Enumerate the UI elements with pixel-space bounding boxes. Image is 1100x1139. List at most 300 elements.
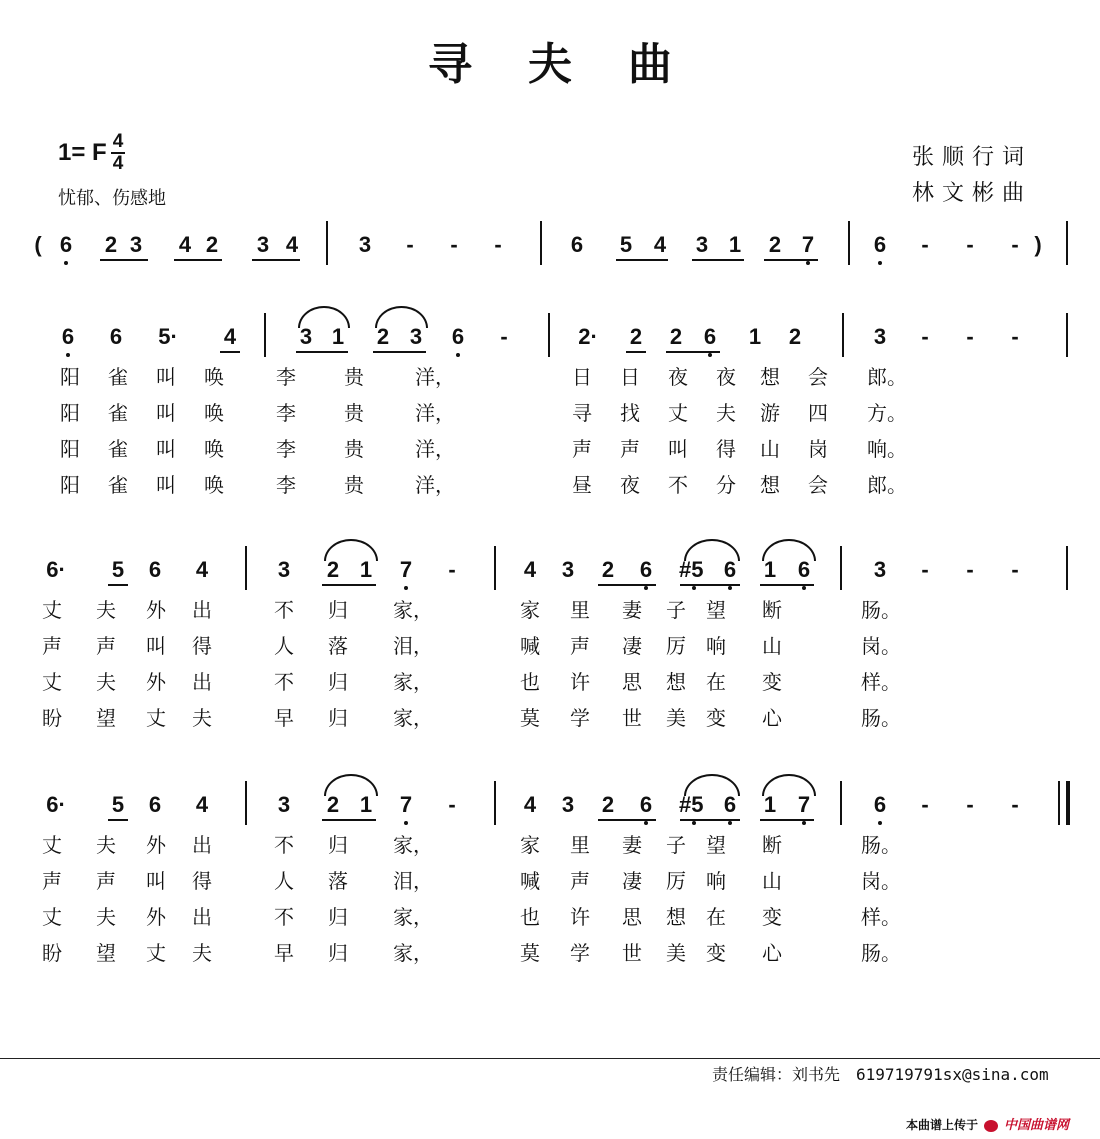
- note: 6: [59, 232, 73, 257]
- note: 3: [256, 232, 270, 257]
- lyric-char: 洋，: [415, 401, 455, 425]
- lyric-char: 落: [328, 869, 348, 893]
- bar-line: [840, 781, 842, 825]
- note: 6: [148, 792, 162, 817]
- beam-underline: [616, 259, 668, 261]
- lyric-char: 夜: [620, 473, 640, 497]
- bar-line: [1066, 781, 1070, 825]
- slur-arc: [762, 539, 816, 561]
- lyric-char: 唤: [204, 473, 224, 497]
- lyric-char: 家，: [393, 670, 433, 694]
- low-octave-dot: [728, 821, 732, 825]
- note: 3: [129, 232, 143, 257]
- note: 3: [299, 324, 313, 349]
- lyric-char: 夫: [192, 941, 212, 965]
- note: 2: [601, 557, 615, 582]
- slur-arc: [684, 774, 740, 796]
- lyric-char: 美: [666, 706, 686, 730]
- note: 3: [561, 557, 575, 582]
- beam-underline: [680, 819, 740, 821]
- beam-underline: [598, 584, 656, 586]
- note: 6: [148, 557, 162, 582]
- lyric-char: 不: [668, 473, 688, 497]
- slur-arc: [298, 306, 350, 328]
- note: -: [1011, 557, 1019, 582]
- beam-underline: [760, 584, 814, 586]
- lyric-char: 望: [96, 941, 116, 965]
- lyric-char: 喊: [520, 634, 540, 658]
- beam-underline: [680, 584, 740, 586]
- note: 3: [277, 792, 291, 817]
- lyric-char: 郎。: [867, 473, 907, 497]
- note: 6: [451, 324, 465, 349]
- lyric-char: 岗: [808, 437, 828, 461]
- lyric-char: 声: [620, 437, 640, 461]
- lyric-char: 响: [706, 869, 726, 893]
- lyric-char: 丈: [146, 941, 166, 965]
- lyric-char: 在: [706, 670, 726, 694]
- lyric-char: 昼: [572, 473, 592, 497]
- lyric-char: 响。: [867, 437, 907, 461]
- lyric-char: 叫: [156, 437, 176, 461]
- lyric-char: 盼: [42, 706, 62, 730]
- low-octave-dot: [708, 353, 712, 357]
- bar-line: [1066, 313, 1068, 357]
- lyric-char: 肠。: [861, 706, 901, 730]
- note: 1: [728, 232, 742, 257]
- beam-underline: [760, 819, 814, 821]
- note: 6: [639, 792, 653, 817]
- note: 3: [695, 232, 709, 257]
- note: 2: [104, 232, 118, 257]
- note: 4: [223, 324, 237, 349]
- lyric-char: 断: [762, 833, 782, 857]
- note: 6: [61, 324, 75, 349]
- lyric-verse-2: [0, 398, 1100, 428]
- note: 2: [326, 557, 340, 582]
- beam-underline: [322, 819, 376, 821]
- low-octave-dot: [66, 353, 70, 357]
- note: 2: [326, 792, 340, 817]
- time-signature: [111, 132, 126, 174]
- note: -: [494, 232, 502, 257]
- upload-text: 本曲谱上传于: [906, 1118, 979, 1132]
- lyric-char: 变: [706, 941, 726, 965]
- lyric-char: 洋，: [415, 437, 455, 461]
- lyric-verse-4: [0, 470, 1100, 500]
- lyric-char: 声: [570, 869, 590, 893]
- note: #5: [679, 792, 704, 817]
- note: 7: [797, 792, 811, 817]
- lyric-char: 归: [328, 670, 348, 694]
- lyric-char: 会: [808, 473, 828, 497]
- slur-arc: [324, 774, 378, 796]
- lyric-char: 也: [520, 905, 540, 929]
- note: (: [34, 232, 42, 257]
- lyric-char: 外: [146, 833, 166, 857]
- beam-underline: [296, 351, 348, 353]
- lyric-char: 李: [276, 401, 296, 425]
- lyric-char: 归: [328, 905, 348, 929]
- lyric-char: 日: [620, 365, 640, 389]
- lyric-char: 声: [96, 634, 116, 658]
- lyric-char: 在: [706, 905, 726, 929]
- lyric-char: 贵: [344, 473, 364, 497]
- note: 2: [205, 232, 219, 257]
- lyric-verse-2: [0, 866, 1100, 896]
- lyric-char: 雀: [108, 365, 128, 389]
- lyric-char: 断: [762, 598, 782, 622]
- lyric-char: 游: [760, 401, 780, 425]
- lyric-char: 丈: [42, 670, 62, 694]
- lyric-char: 出: [192, 670, 212, 694]
- lyric-char: 不: [274, 670, 294, 694]
- lyric-char: 响: [706, 634, 726, 658]
- lyric-char: 里: [570, 598, 590, 622]
- lyric-char: 归: [328, 706, 348, 730]
- lyric-char: 家，: [393, 706, 433, 730]
- lyric-char: 洋，: [415, 473, 455, 497]
- note: -: [1011, 792, 1019, 817]
- lyric-char: 得: [716, 437, 736, 461]
- note: -: [450, 232, 458, 257]
- lyric-verse-3: [0, 667, 1100, 697]
- bar-line: [540, 221, 542, 265]
- bar-line: [245, 546, 247, 590]
- lyric-char: 寻: [572, 401, 592, 425]
- low-octave-dot: [456, 353, 460, 357]
- bar-line: [326, 221, 328, 265]
- lyric-char: 日: [572, 365, 592, 389]
- note: -: [448, 792, 456, 817]
- bar-line: [548, 313, 550, 357]
- note: 2: [601, 792, 615, 817]
- lyric-char: 唤: [204, 365, 224, 389]
- lyric-char: 家，: [393, 905, 433, 929]
- lyric-char: 夫: [716, 401, 736, 425]
- note: 6: [723, 557, 737, 582]
- lyric-char: 归: [328, 941, 348, 965]
- beam-underline: [666, 351, 720, 353]
- lyric-char: 会: [808, 365, 828, 389]
- lyric-char: 外: [146, 670, 166, 694]
- lyric-char: 出: [192, 833, 212, 857]
- site-name: 中国曲谱网: [1004, 1117, 1070, 1132]
- beam-underline: [220, 351, 240, 353]
- notation-line-2: [0, 322, 1100, 362]
- key-signature: [58, 132, 125, 174]
- note: 2: [768, 232, 782, 257]
- lyric-char: 丈: [42, 833, 62, 857]
- lyric-char: 家: [520, 598, 540, 622]
- note: 3: [409, 324, 423, 349]
- note: -: [500, 324, 508, 349]
- lyric-char: 外: [146, 598, 166, 622]
- lyric-char: 许: [570, 670, 590, 694]
- lyric-char: 声: [572, 437, 592, 461]
- note: 6: [703, 324, 717, 349]
- lyric-char: 山: [760, 437, 780, 461]
- note: 1: [748, 324, 762, 349]
- slur-arc: [324, 539, 378, 561]
- note: 4: [195, 792, 209, 817]
- lyric-char: 想: [760, 365, 780, 389]
- lyric-char: 出: [192, 905, 212, 929]
- lyric-char: 夫: [96, 598, 116, 622]
- lyric-char: 不: [274, 598, 294, 622]
- bar-line: [494, 546, 496, 590]
- note: 5: [111, 557, 125, 582]
- lyric-char: 早: [274, 941, 294, 965]
- note: 7: [399, 792, 413, 817]
- beam-underline: [764, 259, 818, 261]
- lyric-verse-1: [0, 362, 1100, 392]
- lyric-char: 夫: [96, 670, 116, 694]
- note: 2: [376, 324, 390, 349]
- lyric-char: 雀: [108, 401, 128, 425]
- lyric-char: 学: [570, 941, 590, 965]
- lyric-char: 肠。: [861, 833, 901, 857]
- beam-underline: [322, 584, 376, 586]
- lyric-char: 归: [328, 598, 348, 622]
- note: -: [966, 557, 974, 582]
- lyric-char: 叫: [156, 401, 176, 425]
- lyric-char: 喊: [520, 869, 540, 893]
- low-octave-dot: [878, 261, 882, 265]
- note: 1: [331, 324, 345, 349]
- lyric-char: 夫: [96, 905, 116, 929]
- note: 1: [763, 792, 777, 817]
- lyric-char: 声: [42, 634, 62, 658]
- lyric-char: 阳: [60, 365, 80, 389]
- beam-underline: [626, 351, 646, 353]
- lyric-char: 李: [276, 365, 296, 389]
- notation-line-4: [0, 790, 1100, 830]
- lyric-char: 莫: [520, 706, 540, 730]
- lyric-char: 世: [622, 706, 642, 730]
- lyric-char: 贵: [344, 401, 364, 425]
- lyric-char: 家，: [393, 833, 433, 857]
- lyric-char: 子: [666, 598, 686, 622]
- note: 6·: [46, 557, 66, 582]
- lyric-char: 凄: [622, 869, 642, 893]
- lyric-char: 想: [666, 905, 686, 929]
- note: -: [966, 232, 974, 257]
- low-octave-dot: [692, 586, 696, 590]
- note: -: [406, 232, 414, 257]
- note: -: [921, 324, 929, 349]
- lyric-char: 声: [570, 634, 590, 658]
- lyric-char: 叫: [146, 869, 166, 893]
- lyric-char: 人: [274, 634, 294, 658]
- note: 4: [653, 232, 667, 257]
- lyric-char: 望: [96, 706, 116, 730]
- note: 3: [873, 557, 887, 582]
- lyric-char: 声: [96, 869, 116, 893]
- lyric-char: 肠。: [861, 941, 901, 965]
- lyric-char: 家: [520, 833, 540, 857]
- note: -: [448, 557, 456, 582]
- lyric-char: 雀: [108, 473, 128, 497]
- lyric-char: 丈: [146, 706, 166, 730]
- note: 3: [277, 557, 291, 582]
- lyric-char: 丈: [42, 598, 62, 622]
- note: -: [966, 792, 974, 817]
- note: -: [1011, 232, 1019, 257]
- lyric-char: 望: [706, 598, 726, 622]
- lyric-char: 莫: [520, 941, 540, 965]
- low-octave-dot: [404, 586, 408, 590]
- low-octave-dot: [802, 586, 806, 590]
- lyric-char: 贵: [344, 437, 364, 461]
- note: #5: [679, 557, 704, 582]
- lyric-char: 变: [762, 670, 782, 694]
- score-title: 寻夫曲: [428, 39, 728, 90]
- lyric-char: 不: [274, 833, 294, 857]
- lyric-char: 夫: [192, 706, 212, 730]
- note: 6: [723, 792, 737, 817]
- note: 6: [639, 557, 653, 582]
- notation-line-3: [0, 555, 1100, 595]
- low-octave-dot: [404, 821, 408, 825]
- beam-underline: [174, 259, 222, 261]
- tempo-marking: 忧郁、伤感地: [58, 188, 166, 208]
- note: 3: [358, 232, 372, 257]
- note: 5: [619, 232, 633, 257]
- lyric-char: 李: [276, 473, 296, 497]
- lyric-char: 叫: [156, 365, 176, 389]
- low-octave-dot: [644, 586, 648, 590]
- lyric-char: 家，: [393, 598, 433, 622]
- note: 1: [763, 557, 777, 582]
- note: 4: [523, 792, 537, 817]
- composer-credit: 林文彬曲: [912, 181, 1033, 206]
- note: 5·: [158, 324, 178, 349]
- slur-arc: [762, 774, 816, 796]
- bar-line: [264, 313, 266, 357]
- note: 4: [523, 557, 537, 582]
- beam-underline: [598, 819, 656, 821]
- lyric-char: 人: [274, 869, 294, 893]
- note: 6: [570, 232, 584, 257]
- note: 6·: [46, 792, 66, 817]
- lyric-char: 世: [622, 941, 642, 965]
- note: 1: [359, 557, 373, 582]
- note: 6: [109, 324, 123, 349]
- lyric-char: 样。: [861, 670, 901, 694]
- lyric-char: 方。: [867, 401, 907, 425]
- lyric-char: 想: [760, 473, 780, 497]
- lyric-char: 唤: [204, 401, 224, 425]
- lyric-verse-1: [0, 595, 1100, 625]
- note: 7: [399, 557, 413, 582]
- note: 2: [669, 324, 683, 349]
- lyric-char: 想: [666, 670, 686, 694]
- lyric-char: 样。: [861, 905, 901, 929]
- editor-credit: 责任编辑：刘书先 619719791sx@sina.com: [712, 1065, 1049, 1084]
- lyric-char: 夜: [716, 365, 736, 389]
- note: 5: [111, 792, 125, 817]
- lyric-char: 阳: [60, 401, 80, 425]
- lyric-char: 里: [570, 833, 590, 857]
- lyric-char: 找: [620, 401, 640, 425]
- lyric-char: 心: [762, 706, 782, 730]
- note: 6: [873, 792, 887, 817]
- lyric-char: 厉: [666, 634, 686, 658]
- site-logo-icon: [984, 1120, 998, 1132]
- lyric-char: 凄: [622, 634, 642, 658]
- lyric-char: 郎。: [867, 365, 907, 389]
- lyric-char: 变: [762, 905, 782, 929]
- upload-note: [906, 1114, 1069, 1133]
- lyric-char: 家，: [393, 941, 433, 965]
- lyric-char: 得: [192, 869, 212, 893]
- lyric-char: 思: [622, 905, 642, 929]
- footer-divider: [0, 1058, 1100, 1059]
- lyric-verse-2: [0, 631, 1100, 661]
- note: 2·: [578, 324, 598, 349]
- lyric-char: 早: [274, 706, 294, 730]
- lyric-char: 叫: [156, 473, 176, 497]
- lyric-char: 李: [276, 437, 296, 461]
- lyric-verse-3: [0, 434, 1100, 464]
- lyric-char: 洋，: [415, 365, 455, 389]
- lyric-char: 变: [706, 706, 726, 730]
- note: 2: [788, 324, 802, 349]
- lyric-char: 许: [570, 905, 590, 929]
- note: -: [921, 792, 929, 817]
- time-sig-denominator: 4: [112, 153, 124, 174]
- lyric-verse-3: [0, 902, 1100, 932]
- lyric-char: 叫: [146, 634, 166, 658]
- lyric-char: 妻: [622, 833, 642, 857]
- lyric-char: 夫: [96, 833, 116, 857]
- bar-line: [840, 546, 842, 590]
- lyric-char: 得: [192, 634, 212, 658]
- note: ): [1034, 232, 1042, 257]
- lyric-verse-4: [0, 703, 1100, 733]
- lyric-char: 思: [622, 670, 642, 694]
- bar-line: [842, 313, 844, 357]
- bar-line: [1058, 781, 1060, 825]
- lyric-char: 泪，: [393, 634, 433, 658]
- lyric-char: 丈: [42, 905, 62, 929]
- note: 4: [178, 232, 192, 257]
- lyric-char: 声: [42, 869, 62, 893]
- beam-underline: [108, 584, 128, 586]
- note: 6: [797, 557, 811, 582]
- note: -: [966, 324, 974, 349]
- lyric-char: 泪，: [393, 869, 433, 893]
- notation-line-1: [0, 230, 1100, 270]
- lyric-char: 四: [808, 401, 828, 425]
- bar-line: [494, 781, 496, 825]
- lyric-char: 岗。: [861, 634, 901, 658]
- note: 4: [285, 232, 299, 257]
- slur-arc: [375, 306, 428, 328]
- lyric-char: 岗。: [861, 869, 901, 893]
- lyric-char: 唤: [204, 437, 224, 461]
- lyric-char: 山: [762, 634, 782, 658]
- time-sig-numerator: 4: [112, 131, 124, 152]
- bar-line: [1066, 221, 1068, 265]
- note: -: [1011, 324, 1019, 349]
- beam-underline: [108, 819, 128, 821]
- lyric-verse-4: [0, 938, 1100, 968]
- low-octave-dot: [64, 261, 68, 265]
- key-label: 1= F: [58, 139, 107, 166]
- lyric-char: 肠。: [861, 598, 901, 622]
